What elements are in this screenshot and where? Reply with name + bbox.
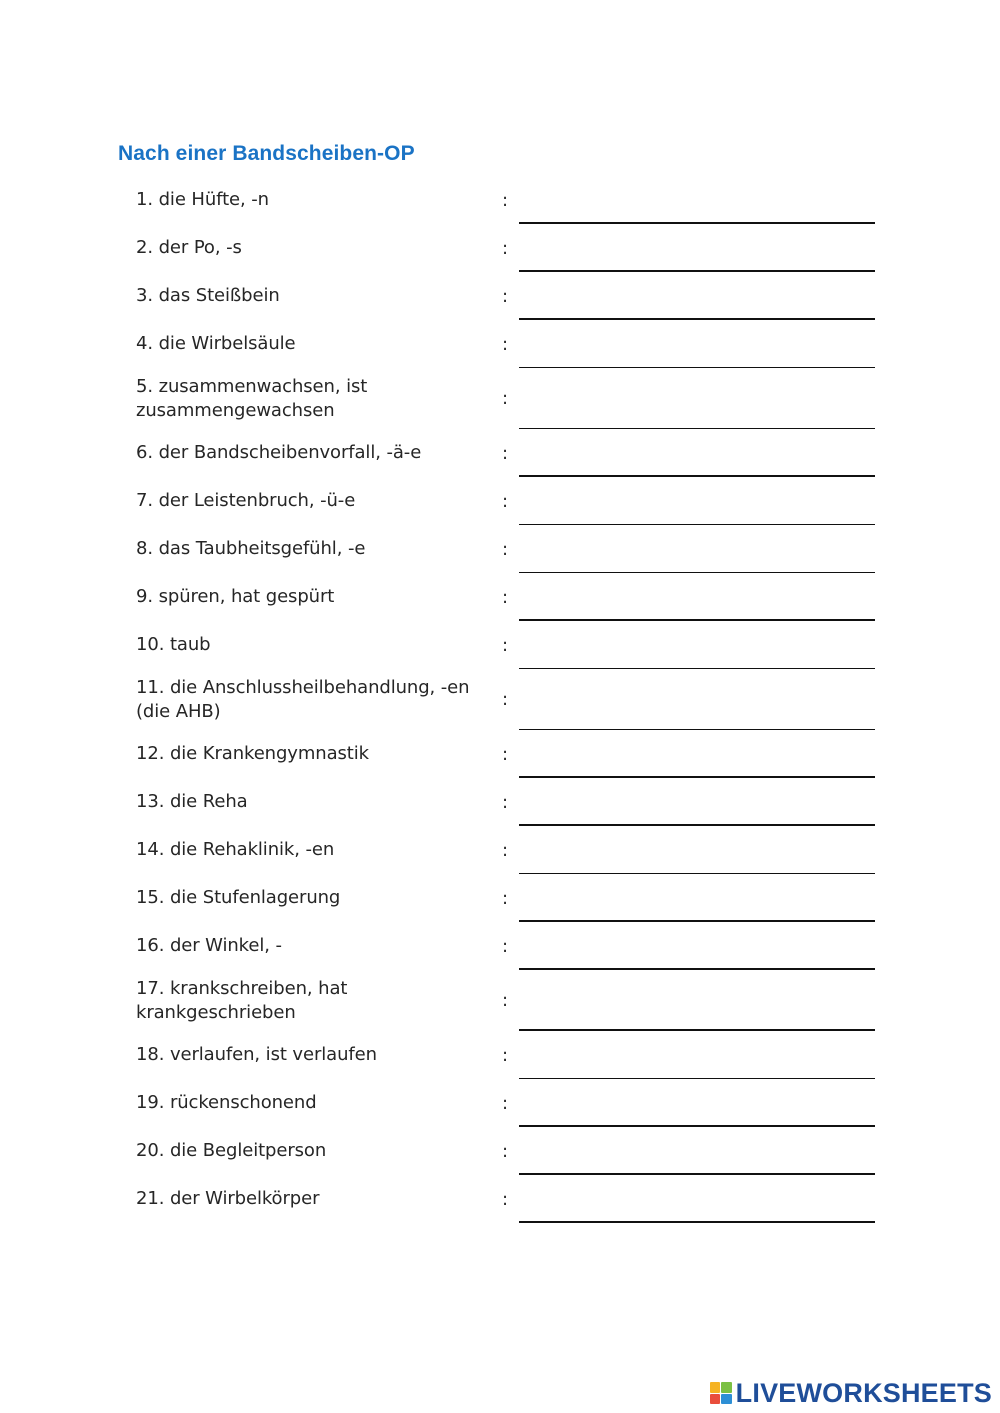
list-item [0, 272, 1000, 320]
liveworksheets-brand [710, 1379, 992, 1407]
list-item [0, 874, 1000, 922]
separator: : [502, 743, 509, 765]
term-label: 7. der Leistenbruch, -ü-e [136, 490, 356, 511]
separator: : [502, 490, 509, 512]
list-item [0, 730, 1000, 778]
term-label: 15. die Stufenlagerung [136, 887, 341, 908]
list-item [0, 669, 1000, 730]
logo-square-green [721, 1382, 732, 1393]
separator: : [502, 990, 509, 1011]
list-item [0, 368, 1000, 429]
separator: : [502, 237, 509, 259]
term-label: 3. das Steißbein [136, 285, 280, 306]
term-label: 4. die Wirbelsäule [136, 333, 296, 354]
term-label: 13. die Reha [136, 791, 248, 812]
list-item [0, 778, 1000, 826]
separator: : [502, 1140, 509, 1162]
logo-square-yellow [710, 1382, 721, 1393]
list-item [0, 1031, 1000, 1079]
separator: : [502, 1188, 509, 1210]
separator: : [502, 935, 509, 957]
list-item [0, 1175, 1000, 1223]
term-label: 19. rückenschonend [136, 1092, 317, 1113]
list-item [0, 573, 1000, 621]
list-item [0, 1079, 1000, 1127]
brand-name: LIVEWORKSHEETS [735, 1377, 992, 1408]
separator: : [502, 887, 509, 909]
term-label: 20. die Begleitperson [136, 1140, 327, 1161]
list-item [0, 1127, 1000, 1175]
term-label: 2. der Po, -s [136, 237, 242, 258]
list-item [0, 525, 1000, 573]
term-label: 14. die Rehaklinik, -en [136, 839, 335, 860]
separator: : [502, 442, 509, 464]
term-label: 6. der Bandscheibenvorfall, -ä-e [136, 442, 422, 463]
term-label: 12. die Krankengymnastik [136, 743, 369, 764]
list-item [0, 922, 1000, 970]
separator: : [502, 634, 509, 656]
page-title: Nach einer Bandscheiben-OP [118, 142, 415, 165]
term-label: 1. die Hüfte, -n [136, 189, 269, 210]
list-item [0, 477, 1000, 525]
term-label: 16. der Winkel, - [136, 935, 282, 956]
term-label: 17. krankschreiben, hat krankgeschrieben [136, 977, 348, 1023]
separator: : [502, 586, 509, 608]
separator: : [502, 1092, 509, 1114]
term-label: 18. verlaufen, ist verlaufen [136, 1044, 377, 1065]
term-label: 11. die Anschlussheilbehandlung, -en (die AHB) [136, 676, 470, 722]
term-label: 21. der Wirbelkörper [136, 1188, 320, 1209]
term-label: 9. spüren, hat gespürt [136, 586, 335, 607]
term-label: 10. taub [136, 634, 211, 655]
separator: : [502, 388, 509, 409]
list-item [0, 176, 1000, 224]
list-item [0, 621, 1000, 669]
separator: : [502, 839, 509, 861]
separator: : [502, 285, 509, 307]
list-item [0, 429, 1000, 477]
list-item [0, 826, 1000, 874]
separator: : [502, 791, 509, 813]
list-item [0, 970, 1000, 1031]
term-label: 5. zusammenwachsen, ist zusammengewachsen [136, 375, 368, 421]
list-item [0, 320, 1000, 368]
separator: : [502, 689, 509, 710]
logo-square-blue [721, 1394, 732, 1405]
separator: : [502, 189, 509, 211]
term-label: 8. das Taubheitsgefühl, -e [136, 538, 366, 559]
separator: : [502, 1044, 509, 1066]
separator: : [502, 538, 509, 560]
logo-square-red [710, 1394, 721, 1405]
liveworksheets-logo-icon [710, 1382, 732, 1404]
separator: : [502, 333, 509, 355]
list-item [0, 224, 1000, 272]
vocabulary-list [0, 176, 1000, 1223]
answer-field[interactable] [519, 1221, 875, 1223]
